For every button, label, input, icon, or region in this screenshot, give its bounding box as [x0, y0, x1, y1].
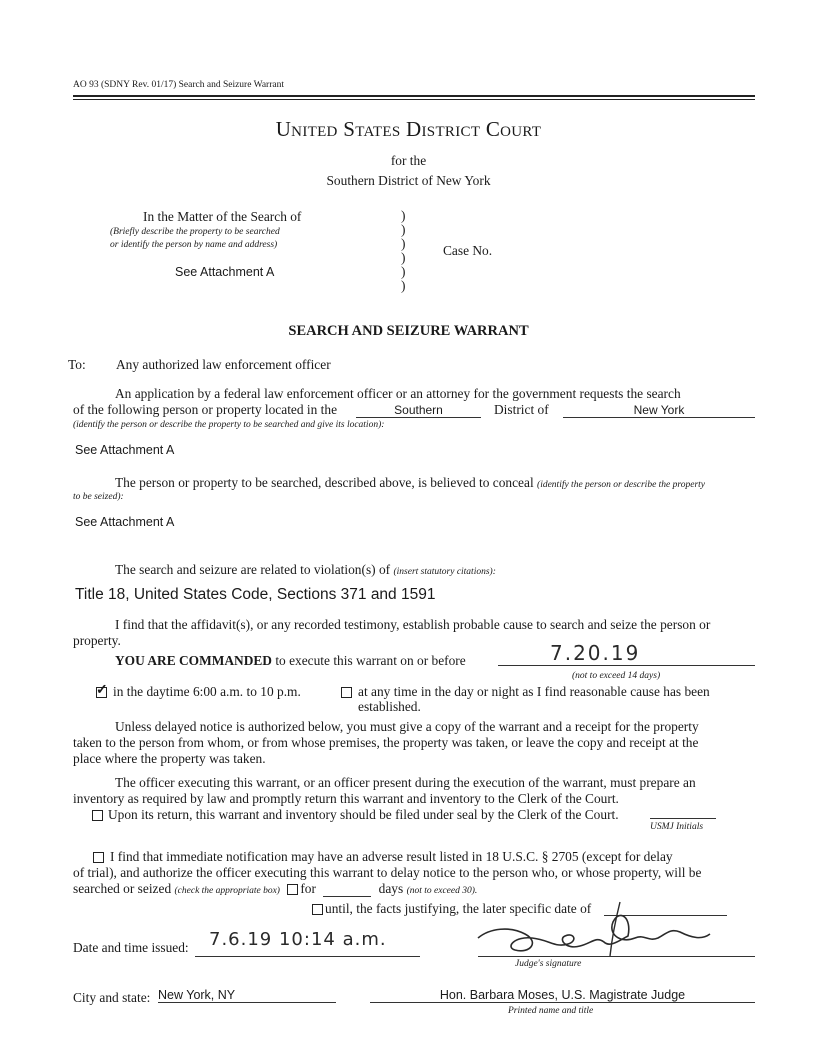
delay-until-box[interactable]	[312, 904, 323, 915]
caption-hint-2: or identify the person by name and address)	[110, 240, 278, 250]
command-date-field	[498, 641, 755, 666]
anytime-label-2: established.	[358, 699, 421, 714]
city-value: New York, NY	[158, 988, 336, 1003]
inventory-line-2: inventory as required by law and promptly return this warrant and inventory to the Clerk of the Court.	[73, 791, 619, 806]
command-hint: (not to exceed 14 days)	[572, 671, 661, 681]
conceal-value: See Attachment A	[75, 515, 175, 529]
delay-for-box[interactable]	[287, 884, 298, 895]
daytime-box[interactable]	[96, 682, 108, 698]
initials-label: USMJ Initials	[650, 822, 704, 832]
conceal-line-1: The person or property to be searched, described above, is believed to conceal (identify the person or describe the property	[115, 475, 706, 490]
seal-label: Upon its return, this warrant and inventory should be filed under seal by the Clerk of the Court.	[108, 807, 619, 822]
inventory-line-1: The officer executing this warrant, or an officer present during the execution of the warrant, must prepare an	[115, 775, 696, 790]
anytime-box[interactable]	[341, 687, 352, 698]
daytime-checkbox[interactable]	[96, 683, 113, 701]
delay-line-3: searched or seized (check the appropriate box) for days (not to exceed 30).	[73, 881, 478, 896]
warrant-heading: SEARCH AND SEIZURE WARRANT	[288, 323, 529, 339]
violations-value: Title 18, United States Code, Sections 371 and 1591	[75, 586, 436, 603]
to-text: Any authorized law enforcement officer	[116, 357, 331, 372]
application-line-2a: of the following person or property located in the	[73, 402, 338, 417]
command-date: 7.20.19	[550, 641, 641, 665]
court-district: Southern District of New York	[326, 173, 491, 188]
conceal-hint-2: to be seized):	[73, 492, 124, 502]
caption-parens: ) ) ) ) ) )	[401, 208, 406, 293]
caption-value: See Attachment A	[175, 265, 275, 279]
district-value: Southern	[356, 403, 481, 418]
finding-line-2: property.	[73, 633, 121, 648]
delay-box[interactable]	[93, 852, 104, 863]
issued-label: Date and time issued:	[73, 940, 189, 955]
judge-name-label: Printed name and title	[508, 1006, 594, 1016]
form-id: AO 93 (SDNY Rev. 01/17) Search and Seizure Warrant	[73, 80, 284, 90]
daytime-label: in the daytime 6:00 a.m. to 10 p.m.	[113, 684, 301, 699]
to-label: To:	[68, 357, 86, 372]
state-value: New York	[563, 403, 755, 418]
header-rule	[73, 95, 755, 97]
delay-line-1: I find that immediate notification may have an adverse result listed in 18 U.S.C. § 2705 (except for delay	[110, 849, 673, 864]
court-title: United States District Court	[275, 117, 542, 141]
court-for: for the	[390, 153, 427, 168]
delay-line-2: of trial), and authorize the officer executing this warrant to delay notice to the person who, or whose property, will be	[73, 865, 702, 880]
application-line-1: An application by a federal law enforcement officer or an attorney for the government requests the search	[115, 386, 681, 401]
city-label: City and state:	[73, 990, 151, 1005]
application-hint: (identify the person or describe the property to be searched and give its location):	[73, 420, 385, 430]
application-value: See Attachment A	[75, 443, 175, 457]
issued-value: 7.6.19 10:14 a.m.	[209, 929, 387, 950]
initials-line	[650, 817, 716, 819]
caption-hint-1: (Briefly describe the property to be searched	[110, 227, 280, 237]
notice-line-1: Unless delayed notice is authorized below, you must give a copy of the warrant and a receipt for the property	[115, 719, 699, 734]
delay-until: until, the facts justifying, the later specific date of	[312, 901, 591, 916]
seal-checkbox[interactable]	[92, 806, 109, 824]
header-rule-thin	[73, 99, 755, 100]
caption-matter: In the Matter of the Search of	[143, 209, 302, 224]
delay-checkbox[interactable]	[93, 848, 110, 866]
application-line-2b: District of	[494, 402, 549, 417]
issued-field	[195, 929, 420, 957]
judge-name: Hon. Barbara Moses, U.S. Magistrate Judge	[370, 988, 755, 1003]
seal-box[interactable]	[92, 810, 103, 821]
command-line: YOU ARE COMMANDED to execute this warrant on or before	[115, 653, 466, 668]
signature-label: Judge's signature	[515, 959, 582, 969]
delay-days-field[interactable]	[323, 881, 371, 897]
judge-signature-icon	[470, 898, 720, 966]
case-no-label: Case No.	[443, 243, 493, 258]
finding-line-1: I find that the affidavit(s), or any recorded testimony, establish probable cause to search and seize the person or	[115, 617, 711, 632]
violations-line: The search and seizure are related to violation(s) of (insert statutory citations):	[115, 562, 496, 577]
notice-line-2: taken to the person from whom, or from whose premises, the property was taken, or leave the copy and receipt at the	[73, 735, 699, 750]
notice-line-3: place where the property was taken.	[73, 751, 266, 766]
anytime-checkbox[interactable]	[341, 683, 358, 701]
anytime-label-1: at any time in the day or night as I find reasonable cause has been	[358, 684, 710, 699]
check-mark-icon: ✓	[96, 682, 108, 698]
